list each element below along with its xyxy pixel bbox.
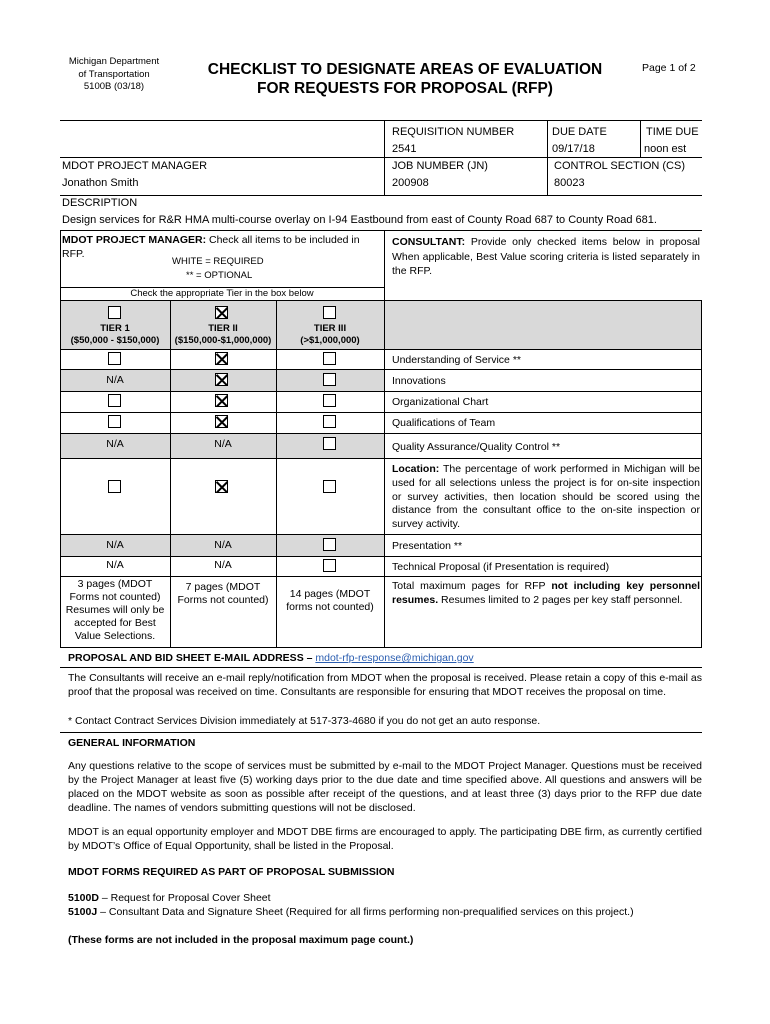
tier1-range: ($50,000 - $150,000) xyxy=(70,335,160,346)
rule xyxy=(384,230,385,647)
criterion-innovations: Innovations xyxy=(392,375,446,387)
rule xyxy=(60,230,702,231)
rule xyxy=(276,300,277,647)
criterion-presentation: Presentation ** xyxy=(392,540,463,552)
rule xyxy=(60,576,702,577)
rule xyxy=(60,120,702,121)
technical-tier3-checkbox[interactable] xyxy=(323,559,336,572)
general-info-paragraph2: MDOT is an equal opportunity employer and MDOT DBE firms are encouraged to apply. The participating DBE firm, as currently certified by MDOT’s Office of Equal Opportunity, shall be listed in the Proposal. xyxy=(68,826,702,852)
location-tier1-checkbox[interactable] xyxy=(108,480,121,493)
forms-heading: MDOT FORMS REQUIRED AS PART OF PROPOSAL SUBMISSION xyxy=(68,866,395,878)
agency-name-line2: of Transportation xyxy=(78,68,150,80)
criterion-location xyxy=(392,463,700,532)
email-link[interactable]: mdot-rfp-response@michigan.gov xyxy=(315,652,474,664)
criterion-technical-proposal: Technical Proposal (if Presentation is required) xyxy=(392,561,610,573)
rule xyxy=(701,300,702,647)
title-line2: FOR REQUESTS FOR PROPOSAL (RFP) xyxy=(257,80,553,97)
pm-instructions-heading: MDOT PROJECT MANAGER: xyxy=(62,234,207,246)
due-date-label: DUE DATE xyxy=(552,126,607,138)
qaqc-tier3-checkbox[interactable] xyxy=(323,437,336,450)
tier1-checkbox[interactable] xyxy=(108,306,121,319)
tier3-label xyxy=(276,323,384,347)
requisition-value: 2541 xyxy=(392,143,417,155)
qaqc-tier2-na: N/A xyxy=(214,438,232,450)
rule xyxy=(60,412,702,413)
page-limit-text-bold: not including key personnel resumes. xyxy=(392,580,700,606)
location-heading: Location: xyxy=(392,463,440,475)
rule xyxy=(170,300,171,647)
form-5100d-text: – Request for Proposal Cover Sheet xyxy=(98,892,271,904)
form-5100j-code: 5100J xyxy=(68,906,98,918)
criterion-qualifications-of-team: Qualifications of Team xyxy=(392,417,496,429)
org-chart-tier2-checkbox[interactable] xyxy=(215,394,228,407)
technical-tier2-na: N/A xyxy=(214,559,232,571)
technical-tier1-na: N/A xyxy=(106,559,124,571)
agency-name-line1: Michigan Department xyxy=(68,56,160,67)
page-limit-text xyxy=(392,580,700,608)
rule xyxy=(60,732,702,733)
white-required-note: WHITE = REQUIRED xyxy=(172,256,264,267)
rule xyxy=(60,534,702,535)
qualifications-tier3-checkbox[interactable] xyxy=(323,415,336,428)
form-5100d-code: 5100D xyxy=(68,892,99,904)
consultant-instructions-heading: CONSULTANT: xyxy=(392,236,466,248)
rule xyxy=(60,195,702,196)
qaqc-tier1-na: N/A xyxy=(106,438,124,450)
title-line1: CHECKLIST TO DESIGNATE AREAS OF EVALUATION xyxy=(207,61,603,78)
rule xyxy=(60,458,702,459)
description-value: Design services for R&R HMA multi-course overlay on I-94 Eastbound from east of County Road 687 to County Road 681. xyxy=(62,214,657,226)
page-number: Page 1 of 2 xyxy=(642,62,696,74)
location-tier3-checkbox[interactable] xyxy=(323,480,336,493)
pm-instructions-text: Check all items to be included in RFP. xyxy=(62,234,360,260)
rule xyxy=(60,300,702,301)
qualifications-tier1-checkbox[interactable] xyxy=(108,415,121,428)
rule xyxy=(60,556,702,557)
understanding-tier1-checkbox[interactable] xyxy=(108,352,121,365)
description-label: DESCRIPTION xyxy=(62,197,138,209)
rule xyxy=(640,120,641,157)
tier2-checkbox[interactable] xyxy=(215,306,228,319)
tier3-checkbox[interactable] xyxy=(323,306,336,319)
location-text: The percentage of work performed in Michigan will be used for all selections unless the project is for on-site inspection or survey activities, then location should be scored using the distance from the consultant office to the on-site inspection or survey activity. xyxy=(392,463,700,531)
rule xyxy=(60,667,702,668)
general-info-paragraph1: Any questions relative to the scope of services must be submitted by e-mail to the MDOT Project Manager. Questions must be received by the Project Manager at least five (5) working days prior to the due date and time specified above. All questions and answers will be placed on the MDOT website as soon as possible after receipt of the questions, and at least three (3) days prior to the RFP due date deadline. The names of vendors submitting questions will not be disclosed. xyxy=(68,760,702,814)
consultant-instructions-text: Provide only checked items below in proposal When applicable, Best Value scoring criteria is listed separately in the RFP. xyxy=(392,236,700,277)
rule xyxy=(60,433,702,434)
form-5100j-text: – Consultant Data and Signature Sheet (Required for all firms performing non-prequalified services on this project.) xyxy=(97,906,634,918)
understanding-tier2-checkbox[interactable] xyxy=(215,352,228,365)
criterion-understanding-of-service: Understanding of Service ** xyxy=(392,354,521,366)
forms-note: (These forms are not included in the proposal maximum page count.) xyxy=(68,934,414,946)
rule xyxy=(60,369,702,370)
org-chart-tier1-checkbox[interactable] xyxy=(108,394,121,407)
innovations-tier2-checkbox[interactable] xyxy=(215,373,228,386)
innovations-tier3-checkbox[interactable] xyxy=(323,373,336,386)
rule xyxy=(60,647,702,648)
job-number-label: JOB NUMBER (JN) xyxy=(392,160,488,172)
job-number-value: 200908 xyxy=(392,177,429,189)
tier1-name: TIER 1 xyxy=(100,323,130,334)
page-title xyxy=(190,60,620,98)
criterion-organizational-chart: Organizational Chart xyxy=(392,396,489,408)
tier3-range: (>$1,000,000) xyxy=(300,335,360,346)
tier2-name: TIER II xyxy=(208,323,238,334)
page-limit-text-b: Resumes limited to 2 pages per key staff personnel. xyxy=(438,593,683,606)
org-chart-tier3-checkbox[interactable] xyxy=(323,394,336,407)
agency-block xyxy=(58,56,170,94)
page-limit-tier2: 7 pages (MDOT Forms not counted) xyxy=(177,581,269,606)
auto-response-note: * Contact Contract Services Division immediately at 517-373-4680 if you do not get an auto response. xyxy=(68,715,541,727)
innovations-tier1-na: N/A xyxy=(106,374,124,386)
due-date-value: 09/17/18 xyxy=(552,143,595,155)
form-5100d xyxy=(68,892,271,904)
page-limit-tier3: 14 pages (MDOT forms not counted) xyxy=(286,588,374,613)
project-manager-label: MDOT PROJECT MANAGER xyxy=(62,160,208,172)
email-heading: PROPOSAL AND BID SHEET E-MAIL ADDRESS – xyxy=(68,652,316,664)
project-manager-value: Jonathon Smith xyxy=(62,177,139,189)
control-section-label: CONTROL SECTION (CS) xyxy=(554,160,685,172)
time-due-value: noon est xyxy=(644,143,687,155)
form-number: 5100B (03/18) xyxy=(83,81,145,92)
tier3-name: TIER III xyxy=(313,323,347,334)
optional-note: ** = OPTIONAL xyxy=(186,270,253,281)
time-due-label: TIME DUE xyxy=(646,126,699,138)
control-section-value: 80023 xyxy=(554,177,585,189)
presentation-tier3-checkbox[interactable] xyxy=(323,538,336,551)
email-section-heading xyxy=(68,652,474,664)
consultant-instructions xyxy=(392,235,700,279)
tier2-label xyxy=(170,323,276,347)
tier-prompt: Check the appropriate Tier in the box below xyxy=(130,288,314,299)
criterion-quality-assurance: Quality Assurance/Quality Control ** xyxy=(392,441,561,453)
email-paragraph: The Consultants will receive an e-mail reply/notification from MDOT when the proposal is received. Please retain a copy of this e-mail as proof that the proposal was received on time. Consultants are responsible for ensuring that MDOT receives the proposal on time. xyxy=(68,672,702,698)
qualifications-tier2-checkbox[interactable] xyxy=(215,415,228,428)
tier1-label xyxy=(60,323,170,347)
understanding-tier3-checkbox[interactable] xyxy=(323,352,336,365)
rule xyxy=(60,349,702,350)
tier2-range: ($150,000-$1,000,000) xyxy=(174,335,272,346)
location-tier2-checkbox[interactable] xyxy=(215,480,228,493)
general-info-heading: GENERAL INFORMATION xyxy=(68,737,196,749)
presentation-tier2-na: N/A xyxy=(214,539,232,551)
page-limit-tier1: 3 pages (MDOT Forms not counted) Resumes will only be accepted for Best Value Selections. xyxy=(65,578,165,642)
requisition-label: REQUISITION NUMBER xyxy=(392,126,515,138)
page-limit-text-a: Total maximum pages for RFP xyxy=(392,580,552,592)
presentation-tier1-na: N/A xyxy=(106,539,124,551)
rule xyxy=(60,391,702,392)
form-5100j xyxy=(68,906,634,918)
